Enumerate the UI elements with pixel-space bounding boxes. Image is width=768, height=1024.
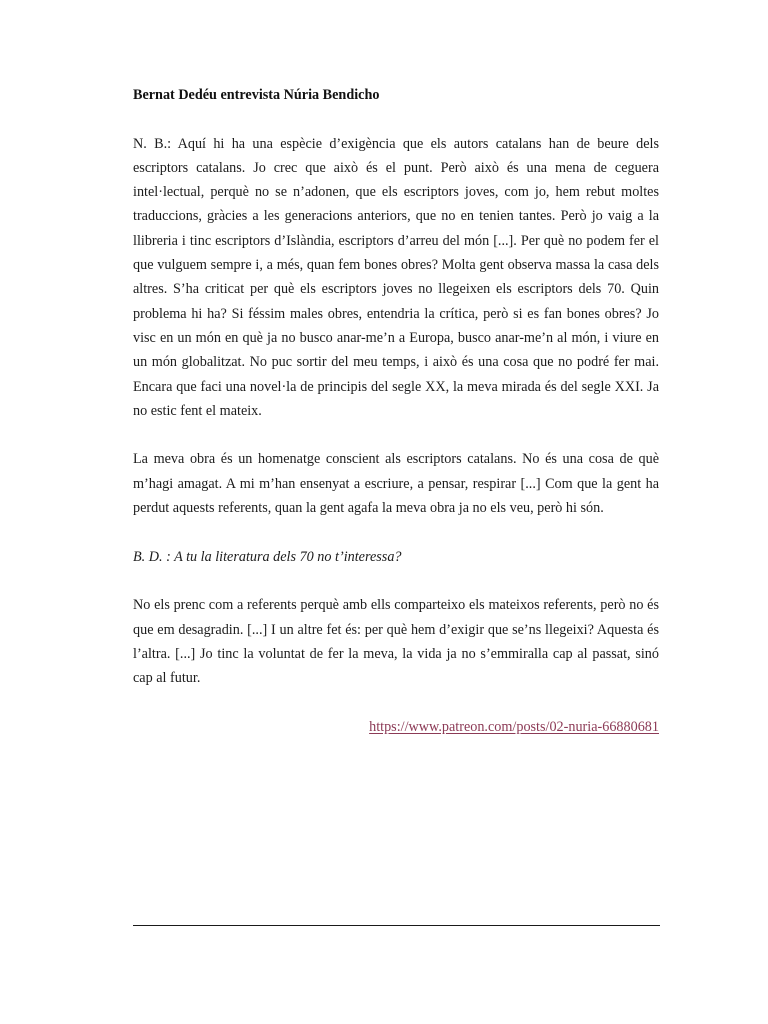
document-title: Bernat Dedéu entrevista Núria Bendicho (133, 87, 380, 103)
source-link[interactable]: https://www.patreon.com/posts/02-nuria-66880681 (369, 718, 659, 735)
answer-paragraph-3: No els prenc com a referents perquè amb ells comparteixo els mateixos referents, però no és que em desagradin. [...] I un altre fet és: per què hem d’exigir que se’ns llegeixi? Aquesta és l’altra. [...] Jo tinc la voluntat de fer la meva, la vida ja no s’emmiralla cap al passat, sinó cap al futur. (133, 597, 659, 687)
source-link-line (133, 715, 659, 739)
document-body (133, 83, 659, 739)
answer-paragraph-1: N. B.: Aquí hi ha una espècie d’exigència que els autors catalans han de beure dels escriptors catalans. Jo crec que això és el punt. Però això és una mena de ceguera intel·lectual, perquè no se n’adonen, que els escriptors joves, com jo, hem rebut moltes traduccions, gràcies a les generacions anteriors, que no en tenien tantes. Però jo vaig a la llibreria i tinc escriptors d’Islàndia, escriptors d’arreu del món [...]. Per què no podem fer el que vulguem sempre i, a més, quan fem bones obres? Molta gent observa massa la casa dels altres. S’ha criticat per què els escriptors joves no llegeixen els escriptors dels 70. Quin problema hi ha? Si féssim males obres, entendria la crítica, però si es fan bones obres? Jo visc en un món en què ja no busco anar-me’n a Europa, busco anar-me’n al món, i viure en un món globalitzat. No puc sortir del meu temps, i això és una cosa que no podré fer mai. Encara que faci una novel·la de principis del segle XX, la meva mirada és del segle XXI. Ja no estic fent el mateix. (133, 135, 659, 419)
footer-divider (133, 925, 660, 926)
interview-question: B. D. : A tu la literatura dels 70 no t’interessa? (133, 548, 402, 565)
answer-paragraph-2: La meva obra és un homenatge conscient als escriptors catalans. No és una cosa de què m’hagi amagat. A mi m’han ensenyat a escriure, a pensar, respirar [...] Com que la gent ha perdut aquests referents, quan la gent agafa la meva obra ja no els veu, però hi són. (133, 451, 659, 517)
